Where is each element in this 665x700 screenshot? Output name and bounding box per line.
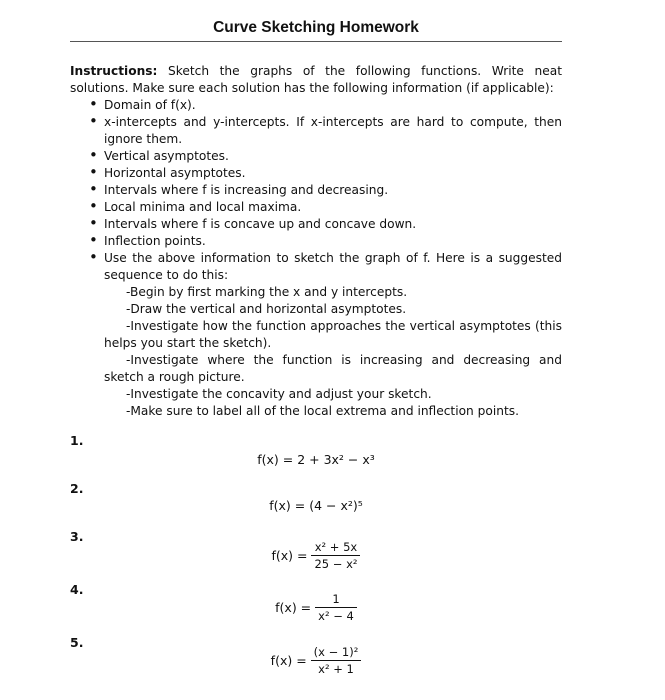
equation-lhs: f(x) = — [271, 548, 308, 563]
list-item-text: Use the above information to sketch the graph of f. Here is a suggested sequence to do this: — [104, 251, 562, 282]
fraction — [315, 592, 357, 623]
problem-number: 4. — [70, 582, 84, 597]
fraction-denominator: x² + 1 — [318, 662, 354, 676]
instructions-label: Instructions: — [70, 64, 158, 78]
fraction-numerator: 1 — [315, 592, 357, 608]
step-item: -Draw the vertical and horizontal asymptotes. — [126, 302, 407, 316]
problem-equation — [0, 540, 632, 571]
problem-equation — [0, 498, 632, 513]
equation-rhs: (4 − x²)⁵ — [309, 498, 363, 513]
list-item: • Horizontal asymptotes. — [104, 165, 562, 182]
fraction — [311, 645, 362, 676]
fraction-numerator: (x − 1)² — [311, 645, 362, 661]
list-item — [104, 250, 562, 420]
problem-number: 5. — [70, 635, 84, 650]
equation-lhs: f(x) = — [269, 498, 306, 513]
list-item: • Inflection points. — [104, 233, 562, 250]
list-item: • x-intercepts and y-intercepts. If x-intercepts are hard to compute, then ignore them. — [104, 114, 562, 148]
instructions-text: Sketch the graphs of the following functions. Write neat solutions. Make sure each solution has the following information (if applicable): — [70, 64, 562, 95]
problem-equation — [0, 452, 632, 467]
problem-number: 3. — [70, 529, 84, 544]
list-item: • Vertical asymptotes. — [104, 148, 562, 165]
list-item: • Domain of f(x). — [104, 97, 562, 114]
instructions-block — [70, 63, 562, 420]
step-item: -Investigate where the function is increasing and decreasing and sketch a rough picture. — [104, 353, 562, 384]
equation-rhs: 2 + 3x² − x³ — [297, 452, 375, 467]
step-item: -Investigate how the function approaches the vertical asymptotes (this helps you start the sketch). — [104, 319, 562, 350]
problem-number: 2. — [70, 481, 84, 496]
equation-lhs: f(x) = — [275, 600, 312, 615]
fraction-numerator: x² + 5x — [311, 540, 360, 556]
instructions-paragraph — [70, 63, 562, 97]
problem-equation — [0, 592, 632, 623]
title-divider — [70, 41, 562, 42]
list-item: • Intervals where f is concave up and concave down. — [104, 216, 562, 233]
step-item: -Investigate the concavity and adjust your sketch. — [126, 387, 432, 401]
equation-lhs: f(x) = — [257, 452, 294, 467]
page-title: Curve Sketching Homework — [213, 19, 419, 36]
fraction-denominator: x² − 4 — [318, 609, 354, 623]
step-item: -Make sure to label all of the local extrema and inflection points. — [126, 404, 519, 418]
list-item: • Intervals where f is increasing and decreasing. — [104, 182, 562, 199]
equation-lhs: f(x) = — [270, 653, 307, 668]
list-item: • Local minima and local maxima. — [104, 199, 562, 216]
step-item: -Begin by first marking the x and y intercepts. — [126, 285, 408, 299]
requirements-list — [70, 97, 562, 420]
problem-equation — [0, 645, 632, 676]
problem-number: 1. — [70, 433, 84, 448]
fraction-denominator: 25 − x² — [314, 557, 358, 571]
fraction — [311, 540, 360, 571]
